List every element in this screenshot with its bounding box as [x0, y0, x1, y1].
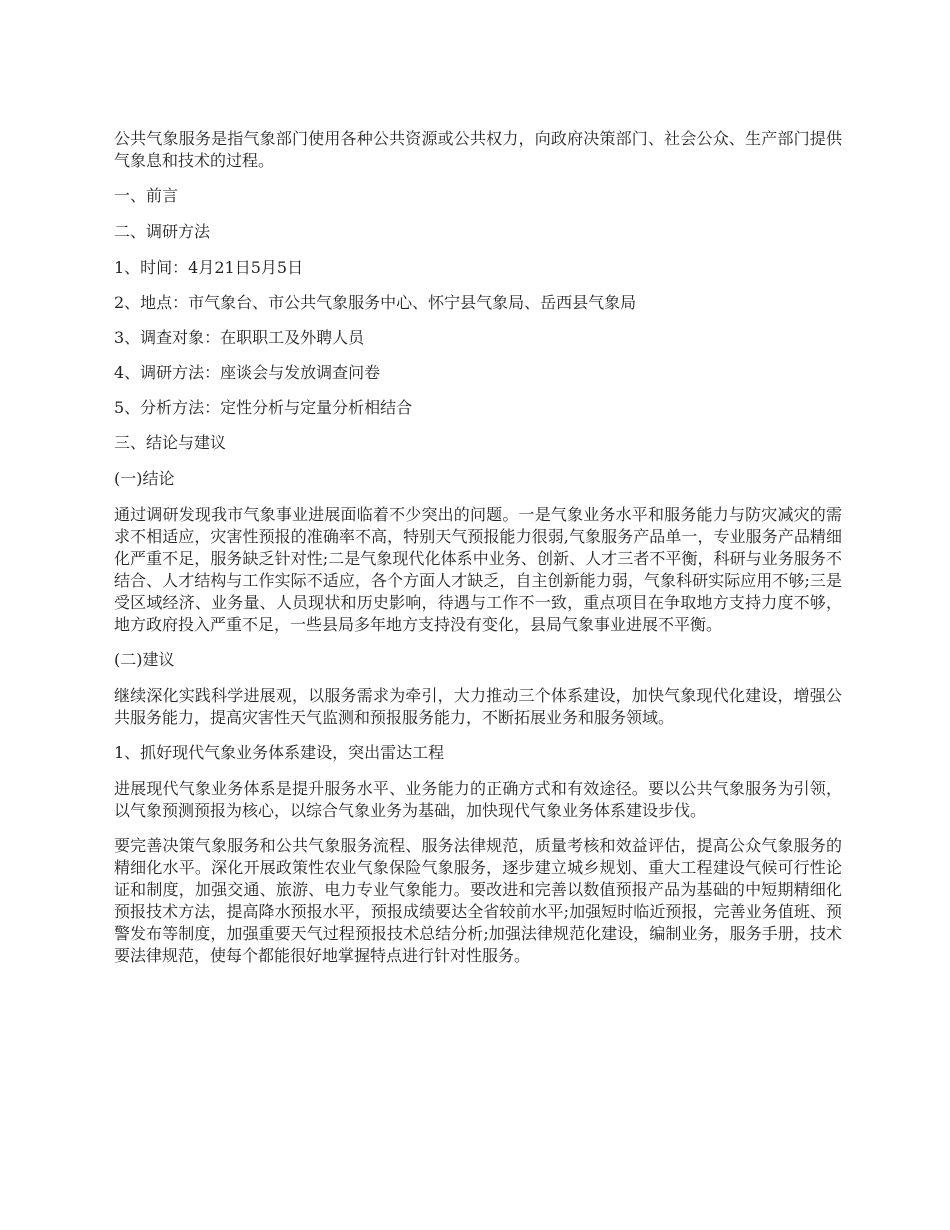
method-item-time: 1、时间：4月21日5月5日 [114, 258, 304, 277]
suggestion-item-paragraph-2: 要完善决策气象服务和公共气象服务流程、服务法律规范，质量考核和效益评估，提高公众气象服务的精细化水平。深化开展政策性农业气象保险气象服务，逐步建立城乡规划、重大工程建设气候可行性论证和制度，加强交通、旅游、电力专业气象能力。要改进和完善以数值预报产品为基础的中短期精细化预报技术方法，提高降水预报水平，预报成绩要达全省较前水平;加强短时临近预报，完善业务值班、预警发布等制度，加强重要天气过程预报技术总结分析;加强法律规范化建设，编制业务，服务手册，技术要法律规范，使每个都能很好地掌握特点进行针对性服务。 [114, 836, 842, 965]
document-body [114, 128, 842, 980]
section-heading-method: 二、调研方法 [114, 222, 211, 241]
suggestion-paragraph: 继续深化实践科学进展观，以服务需求为牵引，大力推动三个体系建设，加快气象现代化建设，增强公共服务能力，提高灾害性天气监测和预报服务能力，不断拓展业务和服务领域。 [114, 686, 842, 727]
method-item-analysis: 5、分析方法：定性分析与定量分析相结合 [114, 398, 413, 417]
section-heading-conclusion: 三、结论与建议 [114, 433, 227, 452]
suggestion-item-paragraph-1: 进展现代气象业务体系是提升服务水平、业务能力的正确方式和有效途径。要以公共气象服务为引领，以气象预测预报为核心，以综合气象业务为基础，加快现代气象业务体系建设步伐。 [114, 779, 842, 820]
conclusion-paragraph: 通过调研发现我市气象事业进展面临着不少突出的问题。一是气象业务水平和服务能力与防灾减灾的需求不相适应，灾害性预报的准确率不高，特别天气预报能力很弱,气象服务产品单一，专业服务产品精细化严重不足，服务缺乏针对性;二是气象现代化体系中业务、创新、人才三者不平衡，科研与业务服务不结合、人才结构与工作实际不适应，各个方面人才缺乏，自主创新能力弱，气象科研实际应用不够;三是受区域经济、业务量、人员现状和历史影响，待遇与工作不一致，重点项目在争取地方支持力度不够，地方政府投入严重不足，一些县局多年地方支持没有变化，县局气象事业进展不平衡。 [114, 505, 842, 634]
subsection-heading-conclusion: (一)结论 [114, 469, 175, 488]
subsection-heading-suggestion: (二)建议 [114, 650, 175, 669]
intro-paragraph: 公共气象服务是指气象部门使用各种公共资源或公共权力，向政府决策部门、社会公众、生产部门提供气象息和技术的过程。 [114, 129, 842, 170]
method-item-approach: 4、调研方法：座谈会与发放调查问卷 [114, 363, 381, 382]
method-item-location: 2、地点：市气象台、市公共气象服务中心、怀宁县气象局、岳西县气象局 [114, 293, 637, 312]
method-item-subjects: 3、调查对象：在职职工及外聘人员 [114, 328, 365, 347]
suggestion-item-heading: 1、抓好现代气象业务体系建设，突出雷达工程 [114, 743, 445, 762]
section-heading-preface: 一、前言 [114, 186, 179, 205]
